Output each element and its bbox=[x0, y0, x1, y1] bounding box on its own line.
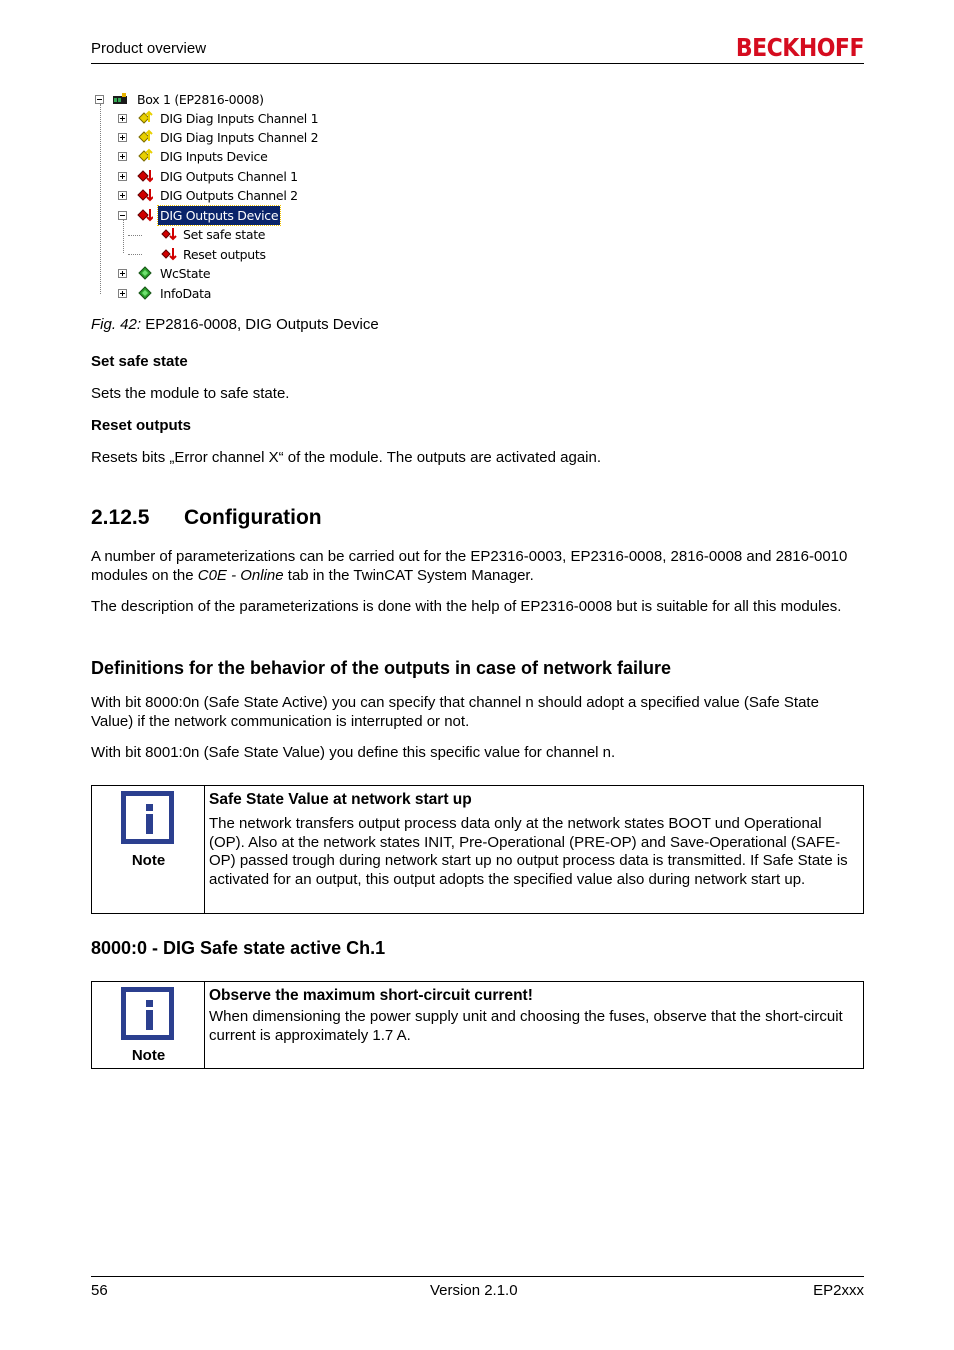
expand-icon[interactable] bbox=[118, 133, 127, 142]
tree-line bbox=[100, 104, 101, 294]
definitions-paragraph-1: With bit 8000:0n (Safe State Active) you can specify that channel n should adopt a specified value (Safe State Value) if the network communication is interrupted or not. bbox=[91, 694, 819, 730]
configuration-paragraph-2: The description of the parameterizations is done with the help of EP2316-0008 but is suitable for all this modules. bbox=[91, 598, 842, 615]
set-safe-state-heading: Set safe state bbox=[91, 353, 188, 370]
status-green-icon bbox=[137, 265, 153, 281]
device-tree bbox=[93, 90, 353, 306]
input-yellow-icon bbox=[137, 148, 153, 164]
page-number: 56 bbox=[91, 1282, 108, 1299]
collapse-icon[interactable] bbox=[95, 95, 104, 104]
tab-name: C0E - Online bbox=[197, 566, 284, 584]
tree-item-label: InfoData bbox=[160, 286, 212, 301]
info-icon bbox=[121, 791, 174, 844]
note-body: The network transfers output process data only at the network states BOOT und Operational (OP). Also at the network states INIT, Pre-Operational (PRE-OP) and Save-Operational (SAFE-OP) passed trough during network start up no output process data is transmitted. If Safe State is activated for an output, this output adopts the specified value also during network start up. bbox=[209, 815, 848, 888]
beckhoff-logo: BECKHOFF bbox=[735, 34, 864, 63]
tree-item-label-selected: DIG Outputs Device bbox=[160, 208, 279, 223]
info-icon bbox=[121, 987, 174, 1040]
document-version: Version 2.1.0 bbox=[430, 1282, 518, 1299]
note-box-short-circuit bbox=[91, 981, 864, 1069]
note-body: When dimensioning the power supply unit and choosing the fuses, observe that the short-circuit current is approximately 1.7 A. bbox=[209, 1008, 843, 1044]
note-content bbox=[209, 986, 858, 1045]
input-yellow-icon bbox=[137, 110, 153, 126]
output-red-icon bbox=[137, 207, 153, 223]
note-title: Safe State Value at network start up bbox=[209, 791, 472, 808]
tree-line bbox=[128, 235, 142, 236]
reset-outputs-text: Resets bits „Error channel X“ of the module. The outputs are activated again. bbox=[91, 449, 601, 466]
collapse-icon[interactable] bbox=[118, 211, 127, 220]
note-icon-cell bbox=[92, 982, 205, 1068]
note-icon-cell bbox=[92, 786, 205, 913]
tree-line bbox=[123, 220, 124, 253]
note-content bbox=[209, 790, 858, 889]
tree-item-label: Set safe state bbox=[183, 227, 266, 242]
tree-item-label: Box 1 (EP2816-0008) bbox=[137, 92, 264, 107]
note-box-safe-state bbox=[91, 785, 864, 914]
tree-line bbox=[128, 254, 142, 255]
tree-item-label: DIG Outputs Channel 2 bbox=[160, 188, 298, 203]
section-title: Configuration bbox=[184, 506, 322, 529]
tree-item-label: DIG Diag Inputs Channel 1 bbox=[160, 111, 319, 126]
header-section-title: Product overview bbox=[91, 40, 207, 57]
reset-outputs-heading: Reset outputs bbox=[91, 417, 192, 434]
note-label: Note bbox=[131, 852, 166, 869]
product-name: EP2xxx bbox=[813, 1282, 864, 1299]
expand-icon[interactable] bbox=[118, 191, 127, 200]
output-variable-icon bbox=[161, 226, 177, 242]
section-heading bbox=[91, 506, 322, 530]
tree-item-label: WcState bbox=[160, 266, 211, 281]
figure-caption-text: EP2816-0008, DIG Outputs Device bbox=[141, 316, 379, 333]
expand-icon[interactable] bbox=[118, 269, 127, 278]
configuration-paragraph-1 bbox=[91, 548, 864, 585]
expand-icon[interactable] bbox=[118, 289, 127, 298]
paragraph-text: A number of parameterizations can be carried out for the EP2316-0003, EP2316-0008, 2816-0008 and 2816-0010 modules on the bbox=[91, 548, 848, 584]
subsection-heading: 8000:0 - DIG Safe state active Ch.1 bbox=[91, 938, 386, 958]
set-safe-state-text: Sets the module to safe state. bbox=[91, 385, 290, 402]
tree-item-label: Reset outputs bbox=[183, 247, 266, 262]
tree-item-label: DIG Diag Inputs Channel 2 bbox=[160, 130, 319, 145]
expand-icon[interactable] bbox=[118, 152, 127, 161]
tree-item-label: DIG Outputs Channel 1 bbox=[160, 169, 298, 184]
output-red-icon bbox=[137, 187, 153, 203]
figure-number: Fig. 42: bbox=[91, 316, 142, 333]
expand-icon[interactable] bbox=[118, 172, 127, 181]
section-number: 2.12.5 bbox=[91, 506, 150, 529]
tree-item-label: DIG Inputs Device bbox=[160, 149, 268, 164]
expand-icon[interactable] bbox=[118, 114, 127, 123]
definitions-paragraph-2: With bit 8001:0n (Safe State Value) you define this specific value for channel n. bbox=[91, 744, 616, 761]
page-footer bbox=[91, 1276, 864, 1306]
paragraph-text: tab in the TwinCAT System Manager. bbox=[283, 566, 534, 584]
output-variable-icon bbox=[161, 246, 177, 262]
output-red-icon bbox=[137, 168, 153, 184]
figure-caption bbox=[91, 316, 379, 333]
definitions-heading: Definitions for the behavior of the outputs in case of network failure bbox=[91, 658, 672, 678]
note-label: Note bbox=[131, 1047, 166, 1064]
input-yellow-icon bbox=[137, 129, 153, 145]
status-green-icon bbox=[137, 285, 153, 301]
note-title: Observe the maximum short-circuit current! bbox=[209, 987, 533, 1004]
box-module-icon bbox=[112, 91, 128, 107]
page-header bbox=[91, 36, 864, 64]
